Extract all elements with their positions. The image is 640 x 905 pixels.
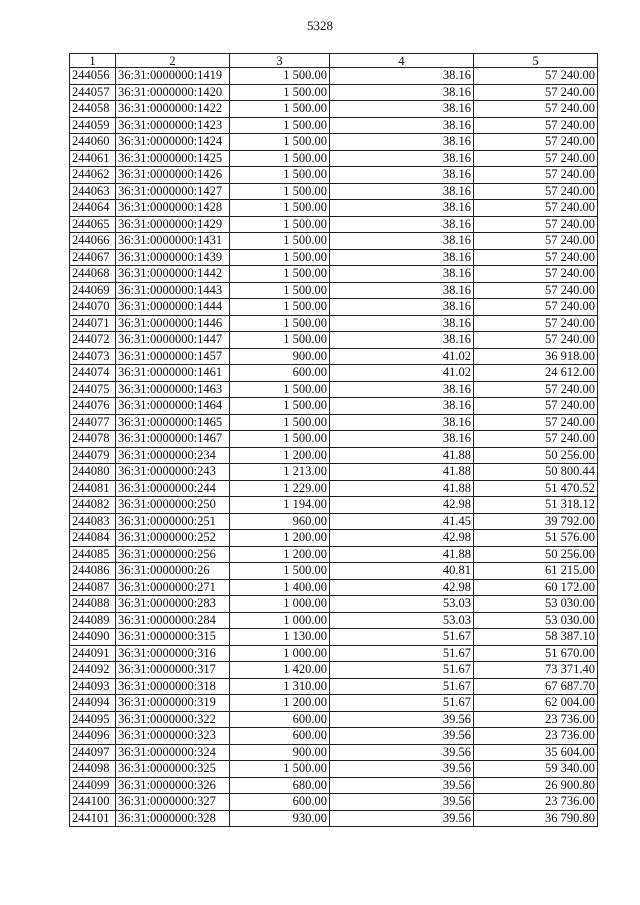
table-cell: 51 318.12 — [474, 497, 598, 514]
table-cell: 41.88 — [330, 480, 474, 497]
table-cell: 244089 — [70, 612, 116, 629]
table-cell: 244096 — [70, 728, 116, 745]
table-cell: 1 500.00 — [230, 332, 330, 349]
table-cell: 50 256.00 — [474, 447, 598, 464]
table-row — [70, 216, 598, 233]
column-header: 1 — [70, 54, 116, 68]
table-cell: 60 172.00 — [474, 579, 598, 596]
table-cell: 244082 — [70, 497, 116, 514]
table-cell: 1 500.00 — [230, 431, 330, 448]
table-cell: 1 000.00 — [230, 596, 330, 613]
table-cell: 36:31:0000000:1425 — [116, 150, 230, 167]
table-cell: 1 500.00 — [230, 282, 330, 299]
table-cell: 57 240.00 — [474, 266, 598, 283]
table-cell: 36:31:0000000:318 — [116, 678, 230, 695]
table-cell: 244074 — [70, 365, 116, 382]
table-cell: 1 500.00 — [230, 381, 330, 398]
table-cell: 38.16 — [330, 183, 474, 200]
table-cell: 38.16 — [330, 134, 474, 151]
table-cell: 38.16 — [330, 84, 474, 101]
table-cell: 1 500.00 — [230, 117, 330, 134]
table-cell: 244067 — [70, 249, 116, 266]
table-cell: 38.16 — [330, 266, 474, 283]
table-cell: 244093 — [70, 678, 116, 695]
table-cell: 23 736.00 — [474, 711, 598, 728]
table-cell: 38.16 — [330, 167, 474, 184]
table-cell: 57 240.00 — [474, 134, 598, 151]
table-cell: 36:31:0000000:322 — [116, 711, 230, 728]
table-cell: 53 030.00 — [474, 596, 598, 613]
table-cell: 244078 — [70, 431, 116, 448]
table-cell: 42.98 — [330, 530, 474, 547]
table-cell: 57 240.00 — [474, 332, 598, 349]
table-cell: 38.16 — [330, 68, 474, 85]
table-cell: 244080 — [70, 464, 116, 481]
table-cell: 57 240.00 — [474, 233, 598, 250]
table-cell: 57 240.00 — [474, 398, 598, 415]
table-cell: 36:31:0000000:1439 — [116, 249, 230, 266]
table-cell: 244063 — [70, 183, 116, 200]
table-cell: 57 240.00 — [474, 167, 598, 184]
table-cell: 1 229.00 — [230, 480, 330, 497]
table-row — [70, 167, 598, 184]
table-cell: 1 194.00 — [230, 497, 330, 514]
table-cell: 244060 — [70, 134, 116, 151]
table-cell: 1 400.00 — [230, 579, 330, 596]
table-row — [70, 695, 598, 712]
table-cell: 1 500.00 — [230, 233, 330, 250]
table-cell: 1 500.00 — [230, 563, 330, 580]
table-cell: 36:31:0000000:315 — [116, 629, 230, 646]
table-cell: 53.03 — [330, 612, 474, 629]
table-cell: 244100 — [70, 794, 116, 811]
table-cell: 244081 — [70, 480, 116, 497]
table-cell: 1 500.00 — [230, 761, 330, 778]
table-cell: 1 500.00 — [230, 183, 330, 200]
table-body — [70, 54, 598, 827]
table-cell: 244101 — [70, 810, 116, 827]
table-cell: 1 200.00 — [230, 695, 330, 712]
table-cell: 38.16 — [330, 216, 474, 233]
table-cell: 41.88 — [330, 546, 474, 563]
table-cell: 36:31:0000000:1419 — [116, 68, 230, 85]
table-cell: 26 900.80 — [474, 777, 598, 794]
table-cell: 1 500.00 — [230, 150, 330, 167]
table-cell: 36:31:0000000:1422 — [116, 101, 230, 118]
table-row — [70, 299, 598, 316]
table-cell: 73 371.40 — [474, 662, 598, 679]
table-cell: 57 240.00 — [474, 315, 598, 332]
table-row — [70, 480, 598, 497]
table-cell: 39.56 — [330, 777, 474, 794]
table-cell: 1 500.00 — [230, 134, 330, 151]
table-row — [70, 612, 598, 629]
table-cell: 244058 — [70, 101, 116, 118]
table-cell: 41.88 — [330, 447, 474, 464]
table-row — [70, 134, 598, 151]
table-cell: 36:31:0000000:1444 — [116, 299, 230, 316]
table-cell: 53 030.00 — [474, 612, 598, 629]
table-cell: 36 918.00 — [474, 348, 598, 365]
table-row — [70, 249, 598, 266]
table-cell: 38.16 — [330, 299, 474, 316]
table-cell: 244092 — [70, 662, 116, 679]
table-cell: 51.67 — [330, 645, 474, 662]
table-row — [70, 794, 598, 811]
table-cell: 39.56 — [330, 728, 474, 745]
table-cell: 36:31:0000000:323 — [116, 728, 230, 745]
table-cell: 36:31:0000000:1467 — [116, 431, 230, 448]
table-row — [70, 728, 598, 745]
table-cell: 51 576.00 — [474, 530, 598, 547]
table-cell: 244097 — [70, 744, 116, 761]
table-row — [70, 447, 598, 464]
table-cell: 244094 — [70, 695, 116, 712]
table-cell: 1 500.00 — [230, 299, 330, 316]
table-row — [70, 744, 598, 761]
table-cell: 67 687.70 — [474, 678, 598, 695]
table-row — [70, 497, 598, 514]
table-cell: 960.00 — [230, 513, 330, 530]
column-header: 3 — [230, 54, 330, 68]
table-cell: 57 240.00 — [474, 183, 598, 200]
table-cell: 244071 — [70, 315, 116, 332]
table-row — [70, 381, 598, 398]
table-row — [70, 810, 598, 827]
table-cell: 59 340.00 — [474, 761, 598, 778]
table-cell: 41.02 — [330, 365, 474, 382]
table-row — [70, 117, 598, 134]
table-cell: 36:31:0000000:326 — [116, 777, 230, 794]
table-cell: 38.16 — [330, 249, 474, 266]
table-cell: 51.67 — [330, 629, 474, 646]
table-cell: 244084 — [70, 530, 116, 547]
table-cell: 244098 — [70, 761, 116, 778]
table-cell: 23 736.00 — [474, 794, 598, 811]
table-cell: 38.16 — [330, 282, 474, 299]
table-row — [70, 200, 598, 217]
table-cell: 244065 — [70, 216, 116, 233]
table-cell: 57 240.00 — [474, 414, 598, 431]
table-cell: 244083 — [70, 513, 116, 530]
table-cell: 39.56 — [330, 810, 474, 827]
table-row — [70, 777, 598, 794]
table-cell: 51.67 — [330, 662, 474, 679]
table-cell: 1 500.00 — [230, 414, 330, 431]
table-cell: 57 240.00 — [474, 84, 598, 101]
table-cell: 1 130.00 — [230, 629, 330, 646]
table-cell: 39.56 — [330, 794, 474, 811]
table-cell: 36:31:0000000:1464 — [116, 398, 230, 415]
table-row — [70, 68, 598, 85]
table-cell: 1 500.00 — [230, 68, 330, 85]
table-cell: 39 792.00 — [474, 513, 598, 530]
table-row — [70, 596, 598, 613]
table-cell: 1 000.00 — [230, 645, 330, 662]
table-cell: 680.00 — [230, 777, 330, 794]
table-cell: 36:31:0000000:319 — [116, 695, 230, 712]
table-cell: 36:31:0000000:325 — [116, 761, 230, 778]
table-cell: 244062 — [70, 167, 116, 184]
table-cell: 244059 — [70, 117, 116, 134]
table-cell: 244095 — [70, 711, 116, 728]
table-cell: 900.00 — [230, 348, 330, 365]
table-cell: 42.98 — [330, 579, 474, 596]
page-number: 5328 — [307, 18, 333, 33]
table-cell: 1 500.00 — [230, 266, 330, 283]
table-cell: 244085 — [70, 546, 116, 563]
table-cell: 36:31:0000000:317 — [116, 662, 230, 679]
table-row — [70, 431, 598, 448]
table-cell: 1 500.00 — [230, 315, 330, 332]
table-cell: 57 240.00 — [474, 282, 598, 299]
table-cell: 1 213.00 — [230, 464, 330, 481]
table-cell: 36 790.80 — [474, 810, 598, 827]
table-row — [70, 629, 598, 646]
column-header: 5 — [474, 54, 598, 68]
table-cell: 36:31:0000000:1443 — [116, 282, 230, 299]
table-cell: 930.00 — [230, 810, 330, 827]
table-row — [70, 315, 598, 332]
table-cell: 39.56 — [330, 761, 474, 778]
table-cell: 36:31:0000000:26 — [116, 563, 230, 580]
table-cell: 51.67 — [330, 695, 474, 712]
table-cell: 38.16 — [330, 431, 474, 448]
table-cell: 38.16 — [330, 200, 474, 217]
table-cell: 36:31:0000000:1423 — [116, 117, 230, 134]
table-header-row — [70, 54, 598, 68]
table-row — [70, 150, 598, 167]
table-cell: 244061 — [70, 150, 116, 167]
table-row — [70, 348, 598, 365]
table-cell: 244072 — [70, 332, 116, 349]
table-cell: 36:31:0000000:1431 — [116, 233, 230, 250]
table-cell: 57 240.00 — [474, 68, 598, 85]
table-cell: 1 500.00 — [230, 216, 330, 233]
table-cell: 1 000.00 — [230, 612, 330, 629]
table-cell: 38.16 — [330, 150, 474, 167]
table-cell: 244086 — [70, 563, 116, 580]
table-cell: 36:31:0000000:1447 — [116, 332, 230, 349]
table-cell: 61 215.00 — [474, 563, 598, 580]
table-cell: 50 800.44 — [474, 464, 598, 481]
column-header: 2 — [116, 54, 230, 68]
table-row — [70, 414, 598, 431]
table-row — [70, 711, 598, 728]
table-cell: 244099 — [70, 777, 116, 794]
table-cell: 244076 — [70, 398, 116, 415]
table-cell: 36:31:0000000:284 — [116, 612, 230, 629]
table-cell: 1 500.00 — [230, 398, 330, 415]
table-cell: 57 240.00 — [474, 381, 598, 398]
table-cell: 36:31:0000000:252 — [116, 530, 230, 547]
table-row — [70, 84, 598, 101]
table-cell: 42.98 — [330, 497, 474, 514]
table-row — [70, 101, 598, 118]
table-cell: 57 240.00 — [474, 216, 598, 233]
table-cell: 38.16 — [330, 101, 474, 118]
table-cell: 244073 — [70, 348, 116, 365]
column-header: 4 — [330, 54, 474, 68]
table-cell: 244091 — [70, 645, 116, 662]
table-cell: 600.00 — [230, 365, 330, 382]
table-cell: 244064 — [70, 200, 116, 217]
table-row — [70, 662, 598, 679]
table-cell: 57 240.00 — [474, 101, 598, 118]
table-cell: 36:31:0000000:1442 — [116, 266, 230, 283]
table-cell: 40.81 — [330, 563, 474, 580]
table-cell: 900.00 — [230, 744, 330, 761]
table-cell: 57 240.00 — [474, 431, 598, 448]
table-cell: 244056 — [70, 68, 116, 85]
table-cell: 244069 — [70, 282, 116, 299]
table-row — [70, 530, 598, 547]
table-cell: 58 387.10 — [474, 629, 598, 646]
table-cell: 36:31:0000000:271 — [116, 579, 230, 596]
table-cell: 36:31:0000000:234 — [116, 447, 230, 464]
table-cell: 35 604.00 — [474, 744, 598, 761]
table-cell: 51.67 — [330, 678, 474, 695]
table-cell: 57 240.00 — [474, 117, 598, 134]
table-cell: 51 470.52 — [474, 480, 598, 497]
data-table — [69, 53, 598, 827]
table-row — [70, 464, 598, 481]
table-row — [70, 365, 598, 382]
table-row — [70, 233, 598, 250]
table-cell: 36:31:0000000:328 — [116, 810, 230, 827]
table-cell: 244088 — [70, 596, 116, 613]
table-row — [70, 563, 598, 580]
table-cell: 57 240.00 — [474, 150, 598, 167]
table-cell: 600.00 — [230, 711, 330, 728]
table-row — [70, 183, 598, 200]
table-cell: 244077 — [70, 414, 116, 431]
table-cell: 53.03 — [330, 596, 474, 613]
table-cell: 600.00 — [230, 794, 330, 811]
table-cell: 50 256.00 — [474, 546, 598, 563]
table-row — [70, 332, 598, 349]
table-cell: 38.16 — [330, 117, 474, 134]
table-row — [70, 579, 598, 596]
table-cell: 1 200.00 — [230, 546, 330, 563]
table-cell: 38.16 — [330, 398, 474, 415]
table-cell: 36:31:0000000:1429 — [116, 216, 230, 233]
table-cell: 244057 — [70, 84, 116, 101]
table-cell: 244079 — [70, 447, 116, 464]
table-row — [70, 266, 598, 283]
table-cell: 244070 — [70, 299, 116, 316]
table-cell: 36:31:0000000:1427 — [116, 183, 230, 200]
table-cell: 36:31:0000000:1463 — [116, 381, 230, 398]
table-cell: 57 240.00 — [474, 249, 598, 266]
table-cell: 36:31:0000000:1420 — [116, 84, 230, 101]
table-cell: 38.16 — [330, 233, 474, 250]
table-cell: 36:31:0000000:327 — [116, 794, 230, 811]
table-cell: 1 500.00 — [230, 249, 330, 266]
table-row — [70, 761, 598, 778]
table-cell: 1 200.00 — [230, 447, 330, 464]
table-cell: 51 670.00 — [474, 645, 598, 662]
table-cell: 38.16 — [330, 315, 474, 332]
table-cell: 38.16 — [330, 332, 474, 349]
table-cell: 244068 — [70, 266, 116, 283]
table-row — [70, 398, 598, 415]
table-row — [70, 282, 598, 299]
table-cell: 1 500.00 — [230, 101, 330, 118]
table-cell: 36:31:0000000:1428 — [116, 200, 230, 217]
table-cell: 41.88 — [330, 464, 474, 481]
table-cell: 1 310.00 — [230, 678, 330, 695]
table-cell: 36:31:0000000:283 — [116, 596, 230, 613]
table-cell: 36:31:0000000:244 — [116, 480, 230, 497]
table-cell: 38.16 — [330, 414, 474, 431]
table-cell: 600.00 — [230, 728, 330, 745]
table-cell: 36:31:0000000:324 — [116, 744, 230, 761]
table-cell: 36:31:0000000:316 — [116, 645, 230, 662]
table-cell: 1 500.00 — [230, 200, 330, 217]
table-cell: 38.16 — [330, 381, 474, 398]
table-cell: 1 500.00 — [230, 84, 330, 101]
table-cell: 36:31:0000000:251 — [116, 513, 230, 530]
table-cell: 57 240.00 — [474, 200, 598, 217]
table-cell: 244075 — [70, 381, 116, 398]
table-cell: 41.45 — [330, 513, 474, 530]
table-cell: 36:31:0000000:250 — [116, 497, 230, 514]
table-cell: 36:31:0000000:1461 — [116, 365, 230, 382]
table-cell: 244087 — [70, 579, 116, 596]
table-cell: 36:31:0000000:1426 — [116, 167, 230, 184]
table-cell: 1 500.00 — [230, 167, 330, 184]
table-cell: 36:31:0000000:1446 — [116, 315, 230, 332]
table-cell: 36:31:0000000:1457 — [116, 348, 230, 365]
table-cell: 36:31:0000000:1465 — [116, 414, 230, 431]
table-cell: 1 200.00 — [230, 530, 330, 547]
table-cell: 36:31:0000000:243 — [116, 464, 230, 481]
table-cell: 62 004.00 — [474, 695, 598, 712]
table-cell: 36:31:0000000:256 — [116, 546, 230, 563]
table-cell: 39.56 — [330, 744, 474, 761]
table-cell: 244066 — [70, 233, 116, 250]
table-cell: 23 736.00 — [474, 728, 598, 745]
table-cell: 36:31:0000000:1424 — [116, 134, 230, 151]
table-cell: 57 240.00 — [474, 299, 598, 316]
table-row — [70, 546, 598, 563]
table-row — [70, 678, 598, 695]
table-cell: 1 420.00 — [230, 662, 330, 679]
table-cell: 39.56 — [330, 711, 474, 728]
table-row — [70, 645, 598, 662]
table-cell: 244090 — [70, 629, 116, 646]
table-row — [70, 513, 598, 530]
table-cell: 24 612.00 — [474, 365, 598, 382]
table-cell: 41.02 — [330, 348, 474, 365]
